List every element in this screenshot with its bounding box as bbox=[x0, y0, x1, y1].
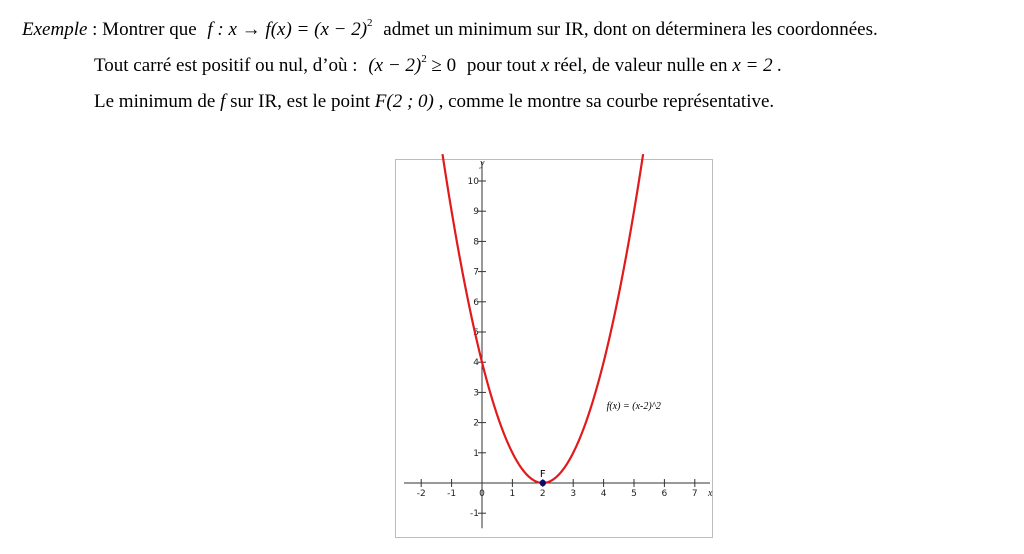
text-fragment: pour tout bbox=[466, 55, 537, 76]
y-tick-label: 2 bbox=[473, 418, 479, 429]
point-label: F bbox=[539, 469, 546, 480]
text-fragment: , est le point bbox=[277, 91, 371, 112]
x-tick-label: 0 bbox=[479, 489, 485, 499]
inequality: ≥ 0 bbox=[431, 55, 457, 76]
text-fragment: : Montrer que bbox=[92, 19, 197, 40]
x-axis-label: x bbox=[708, 488, 713, 499]
example-label: Exemple bbox=[22, 19, 88, 40]
x-tick-label: -1 bbox=[447, 489, 457, 499]
x-tick-label: 6 bbox=[661, 489, 668, 499]
y-tick-label: 1 bbox=[473, 448, 479, 459]
variable-x: x bbox=[540, 55, 550, 76]
function-label: f(x) = (x-2)^2 bbox=[606, 401, 661, 413]
x-tick-label: 5 bbox=[631, 489, 637, 499]
text-fragment: sur bbox=[230, 91, 254, 112]
x-tick-label: 7 bbox=[691, 489, 698, 499]
y-tick-label: -1 bbox=[470, 509, 479, 520]
text-fragment: Tout carré est positif ou nul, d’où : bbox=[94, 55, 358, 76]
reals-symbol: IR bbox=[564, 19, 584, 40]
y-tick-label: 7 bbox=[473, 267, 479, 278]
proof-line bbox=[94, 55, 782, 77]
text-fragment: admet un minimum sur bbox=[383, 19, 561, 40]
y-tick-label: 10 bbox=[467, 177, 479, 187]
example-line bbox=[22, 19, 878, 41]
x-tick-label: 2 bbox=[539, 489, 546, 499]
text-fragment: , comme le montre sa courbe représentative. bbox=[438, 91, 775, 112]
exponent: 2 bbox=[421, 53, 427, 65]
function-graph bbox=[395, 159, 713, 538]
conclusion-line bbox=[94, 91, 774, 113]
text-fragment: Le minimum de bbox=[94, 91, 216, 112]
function-f: f bbox=[220, 91, 226, 112]
exponent: 2 bbox=[367, 17, 373, 29]
reals-symbol: IR bbox=[258, 91, 278, 112]
graph-canvas bbox=[396, 160, 712, 537]
function-definition: f : x → f(x) = (x − 2) bbox=[207, 19, 368, 40]
y-tick-label: 3 bbox=[473, 388, 479, 399]
minimum-point-marker bbox=[540, 480, 546, 486]
y-tick-label: 4 bbox=[473, 358, 479, 369]
square-expression: (x − 2) bbox=[368, 55, 422, 76]
minimum-point: F(2 ; 0) bbox=[374, 91, 434, 112]
x-tick-label: 4 bbox=[600, 489, 607, 499]
y-tick-label: 5 bbox=[473, 328, 479, 338]
text-fragment: réel, de valeur nulle en bbox=[554, 55, 728, 76]
y-tick-label: 6 bbox=[473, 297, 479, 308]
x-tick-label: 3 bbox=[570, 489, 577, 499]
x-tick-label: -2 bbox=[416, 489, 426, 499]
y-tick-label: 9 bbox=[473, 207, 479, 218]
y-axis-label: y bbox=[480, 158, 485, 169]
parabola-curve bbox=[442, 154, 643, 483]
y-tick-label: 8 bbox=[473, 237, 479, 248]
text-fragment: , dont on déterminera les coordonnées. bbox=[583, 19, 878, 40]
equation: x = 2 . bbox=[732, 55, 783, 76]
x-tick-label: 1 bbox=[509, 489, 516, 499]
